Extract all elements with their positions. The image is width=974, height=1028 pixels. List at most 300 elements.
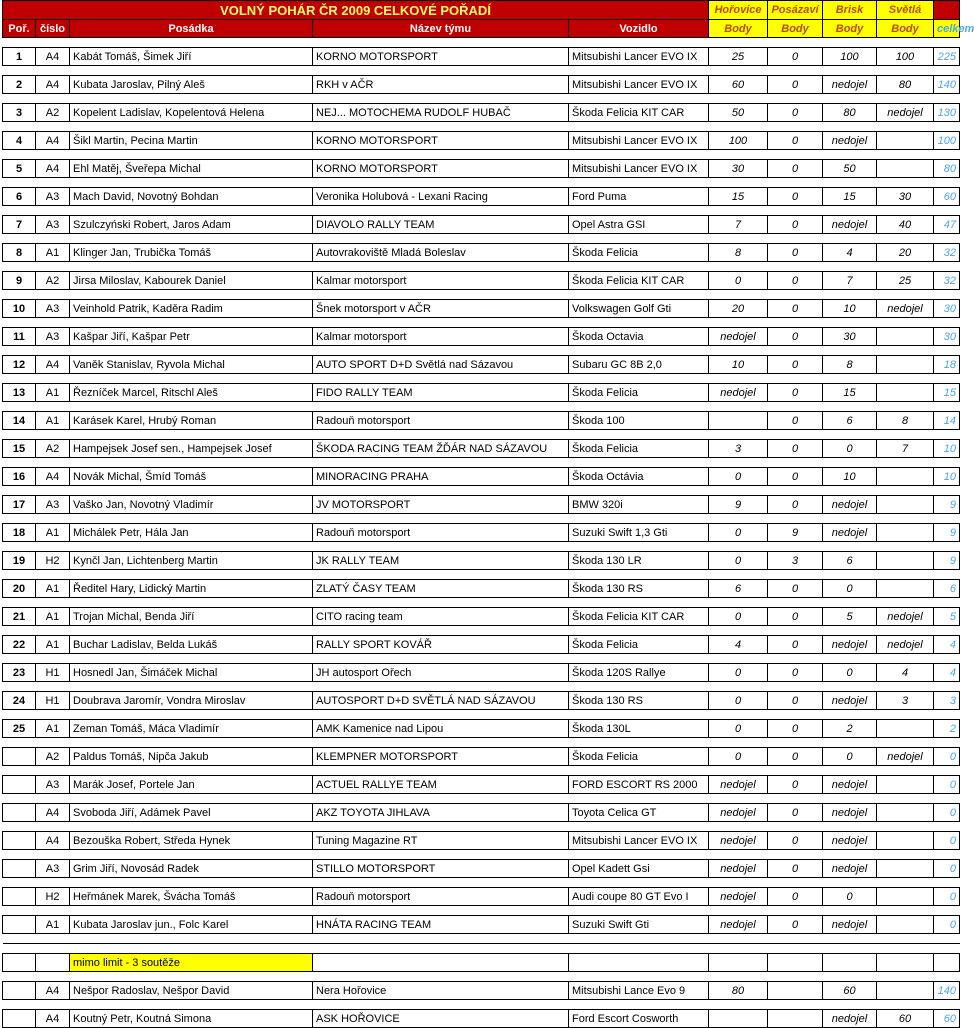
points-cell: nedojel (709, 888, 768, 906)
position-cell (3, 832, 36, 850)
car-cell: Mitsubishi Lancer EVO IX (569, 48, 709, 66)
points-cell: nedojel (823, 76, 877, 94)
car-cell: Volkswagen Golf Gti (569, 300, 709, 318)
separator-cell (709, 570, 768, 580)
separator-cell (70, 514, 313, 524)
points-cell: 100 (709, 132, 768, 150)
crew-cell: Zeman Tomáš, Máca Vladimír (70, 720, 313, 738)
total-cell: 4 (934, 664, 960, 682)
class-cell: A4 (36, 1010, 70, 1028)
separator-cell (70, 710, 313, 720)
separator-cell (36, 682, 70, 692)
car-cell: Mitsubishi Lancer EVO IX (569, 132, 709, 150)
separator-row (3, 934, 960, 944)
separator-cell (877, 402, 934, 412)
class-cell: A1 (36, 580, 70, 598)
position-cell: 2 (3, 76, 36, 94)
separator-cell (823, 290, 877, 300)
separator-cell (709, 682, 768, 692)
table-row (3, 384, 960, 402)
points-cell: 0 (823, 580, 877, 598)
separator-cell (70, 402, 313, 412)
separator-cell (823, 178, 877, 188)
separator-row (3, 430, 960, 440)
team-cell: ZLATÝ ČASY TEAM (313, 580, 569, 598)
separator-cell (934, 766, 960, 776)
separator-cell (3, 542, 36, 552)
separator-cell (768, 822, 823, 832)
separator-cell (823, 430, 877, 440)
class-cell: A3 (36, 860, 70, 878)
position-cell (3, 748, 36, 766)
separator-cell (768, 38, 823, 48)
separator-cell (3, 430, 36, 440)
car-cell: Škoda 100 (569, 412, 709, 430)
points-cell: 0 (768, 48, 823, 66)
separator-cell (313, 794, 569, 804)
table-row (3, 300, 960, 318)
crew-cell: Bezouška Robert, Středa Hynek (70, 832, 313, 850)
crew-cell: Kubata Jaroslav, Pilný Aleš (70, 76, 313, 94)
class-cell: A4 (36, 160, 70, 178)
separator-row (3, 486, 960, 496)
points-cell: 60 (877, 1010, 934, 1028)
separator-cell (36, 318, 70, 328)
separator-cell (569, 794, 709, 804)
table-row (3, 328, 960, 346)
separator-cell (709, 150, 768, 160)
crew-cell: Řezníček Marcel, Ritschl Aleš (70, 384, 313, 402)
separator-cell (70, 346, 313, 356)
separator-cell (934, 94, 960, 104)
class-cell: A2 (36, 748, 70, 766)
gap-cell (3, 944, 36, 954)
separator-cell (877, 430, 934, 440)
points-cell (877, 328, 934, 346)
separator-cell (934, 822, 960, 832)
separator-cell (313, 38, 569, 48)
separator-cell (823, 654, 877, 664)
points-cell: 0 (709, 720, 768, 738)
separator-cell (3, 206, 36, 216)
points-cell: nedojel (823, 496, 877, 514)
position-cell: 8 (3, 244, 36, 262)
separator-cell (569, 122, 709, 132)
team-cell: ACTUEL RALLYE TEAM (313, 776, 569, 794)
separator-cell (709, 850, 768, 860)
separator-cell (70, 234, 313, 244)
separator-cell (70, 38, 313, 48)
separator-cell (313, 178, 569, 188)
separator-cell (569, 38, 709, 48)
separator-cell (569, 66, 709, 76)
team-cell: Radouň motorsport (313, 412, 569, 430)
gap-cell (934, 944, 960, 954)
class-cell: H2 (36, 552, 70, 570)
separator-cell (877, 850, 934, 860)
separator-cell (934, 206, 960, 216)
total-cell: 32 (934, 244, 960, 262)
points-cell: 40 (877, 216, 934, 234)
position-cell: 24 (3, 692, 36, 710)
separator-cell (569, 346, 709, 356)
points-cell: 0 (768, 748, 823, 766)
separator-cell (709, 1000, 768, 1010)
separator-cell (823, 794, 877, 804)
table-row (3, 748, 960, 766)
separator-cell (934, 178, 960, 188)
separator-cell (3, 934, 36, 944)
points-cell (877, 132, 934, 150)
points-cell: 0 (823, 664, 877, 682)
separator-cell (709, 206, 768, 216)
separator-cell (877, 94, 934, 104)
standings-table (2, 0, 974, 1028)
separator-cell (3, 290, 36, 300)
separator-cell (768, 66, 823, 76)
title-row (3, 1, 960, 20)
team-cell: KORNO MOTORSPORT (313, 132, 569, 150)
crew-cell: Paldus Tomáš, Nipča Jakub (70, 748, 313, 766)
separator-cell (823, 738, 877, 748)
points-cell: nedojel (823, 776, 877, 794)
position-cell: 17 (3, 496, 36, 514)
points-cell (877, 160, 934, 178)
separator-cell (70, 934, 313, 944)
team-cell: RALLY SPORT KOVÁŘ (313, 636, 569, 654)
crew-cell: Hosnedl Jan, Šimáček Michal (70, 664, 313, 682)
separator-cell (569, 654, 709, 664)
separator-cell (877, 66, 934, 76)
team-cell: JH autosport Ořech (313, 664, 569, 682)
separator-cell (877, 374, 934, 384)
separator-cell (70, 430, 313, 440)
total-cell: 60 (934, 1010, 960, 1028)
points-cell: nedojel (823, 692, 877, 710)
total-cell: 3 (934, 692, 960, 710)
separator-cell (36, 710, 70, 720)
gap-cell (36, 944, 70, 954)
separator-cell (934, 346, 960, 356)
gap-cell (823, 944, 877, 954)
separator-cell (768, 766, 823, 776)
crew-cell: Hampejsek Josef sen., Hampejsek Josef (70, 440, 313, 458)
class-cell: A4 (36, 48, 70, 66)
col-header-position: Poř. (3, 20, 36, 38)
separator-row (3, 626, 960, 636)
separator-cell (569, 934, 709, 944)
separator-cell (3, 402, 36, 412)
separator-cell (877, 710, 934, 720)
separator-cell (36, 934, 70, 944)
separator-cell (3, 346, 36, 356)
points-cell: nedojel (823, 132, 877, 150)
separator-cell (569, 878, 709, 888)
points-cell: 20 (877, 244, 934, 262)
separator-cell (934, 150, 960, 160)
separator-cell (3, 598, 36, 608)
table-row (3, 272, 960, 290)
separator-cell (313, 122, 569, 132)
position-cell: 5 (3, 160, 36, 178)
points-cell: 10 (823, 300, 877, 318)
separator-cell (569, 290, 709, 300)
total-cell: 4 (934, 636, 960, 654)
separator-cell (70, 654, 313, 664)
car-cell: BMW 320i (569, 496, 709, 514)
car-cell: Škoda 130 RS (569, 580, 709, 598)
separator-cell (569, 318, 709, 328)
team-cell: STILLO MOTORSPORT (313, 860, 569, 878)
car-cell: Škoda 130L (569, 720, 709, 738)
table-row (3, 216, 960, 234)
separator-cell (36, 346, 70, 356)
total-cell: 9 (934, 496, 960, 514)
points-cell: nedojel (823, 636, 877, 654)
points-cell: 60 (709, 76, 768, 94)
points-cell: 0 (768, 468, 823, 486)
car-cell: Škoda 120S Rallye (569, 664, 709, 682)
separator-cell (877, 318, 934, 328)
col-header-points-1: Body (709, 20, 768, 38)
separator-cell (768, 906, 823, 916)
table-row (3, 188, 960, 206)
separator-cell (313, 262, 569, 272)
points-cell: nedojel (823, 860, 877, 878)
separator-cell (313, 972, 569, 982)
separator-cell (569, 206, 709, 216)
class-cell: A1 (36, 636, 70, 654)
separator-cell (3, 654, 36, 664)
separator-cell (313, 234, 569, 244)
separator-cell (569, 682, 709, 692)
event-brisk: Brisk (823, 1, 877, 20)
note-row (3, 954, 960, 972)
separator-cell (934, 514, 960, 524)
points-cell: 0 (768, 272, 823, 290)
points-cell: nedojel (709, 916, 768, 934)
separator-cell (877, 654, 934, 664)
separator-cell (823, 234, 877, 244)
separator-cell (36, 822, 70, 832)
car-cell: Subaru GC 8B 2,0 (569, 356, 709, 374)
points-cell: 0 (768, 412, 823, 430)
points-cell: 0 (768, 328, 823, 346)
separator-cell (934, 934, 960, 944)
class-cell: A3 (36, 300, 70, 318)
total-cell: 18 (934, 356, 960, 374)
separator-cell (877, 206, 934, 216)
separator-cell (569, 626, 709, 636)
class-cell: A4 (36, 76, 70, 94)
separator-cell (313, 626, 569, 636)
separator-cell (709, 794, 768, 804)
points-cell: 4 (709, 636, 768, 654)
points-cell (877, 524, 934, 542)
separator-cell (70, 906, 313, 916)
separator-cell (768, 430, 823, 440)
team-cell: AUTOSPORT D+D SVĚTLÁ NAD SÁZAVOU (313, 692, 569, 710)
points-cell (877, 916, 934, 934)
separator-cell (70, 374, 313, 384)
car-cell: Škoda Octávia (569, 468, 709, 486)
event-svetla: Světlá (877, 1, 934, 20)
separator-cell (877, 1000, 934, 1010)
team-cell: FIDO RALLY TEAM (313, 384, 569, 402)
col-header-total: celkem (934, 20, 960, 38)
car-cell: Mitsubishi Lance Evo 9 (569, 982, 709, 1000)
points-cell: 7 (877, 440, 934, 458)
table-row (3, 804, 960, 822)
table-row (3, 888, 960, 906)
car-cell: Mitsubishi Lancer EVO IX (569, 160, 709, 178)
position-cell: 9 (3, 272, 36, 290)
table-row (3, 104, 960, 122)
separator-cell (3, 486, 36, 496)
position-cell: 23 (3, 664, 36, 682)
crew-cell: Heřmánek Marek, Švácha Tomáš (70, 888, 313, 906)
team-cell: HNÁTA RACING TEAM (313, 916, 569, 934)
separator-cell (70, 1000, 313, 1010)
separator-cell (36, 570, 70, 580)
points-cell: nedojel (823, 216, 877, 234)
class-cell: A2 (36, 440, 70, 458)
points-cell: 0 (768, 832, 823, 850)
points-cell: 0 (768, 916, 823, 934)
separator-cell (934, 66, 960, 76)
points-cell (877, 384, 934, 402)
points-cell: 0 (768, 300, 823, 318)
position-cell (3, 888, 36, 906)
separator-cell (934, 486, 960, 496)
separator-cell (877, 458, 934, 468)
separator-cell (70, 66, 313, 76)
separator-cell (313, 150, 569, 160)
points-cell: 15 (823, 188, 877, 206)
separator-cell (313, 514, 569, 524)
points-cell: 0 (768, 244, 823, 262)
class-cell: A1 (36, 244, 70, 262)
separator-cell (70, 486, 313, 496)
separator-cell (36, 654, 70, 664)
points-cell: 0 (823, 440, 877, 458)
separator-cell (3, 178, 36, 188)
class-cell: A4 (36, 804, 70, 822)
separator-cell (934, 430, 960, 440)
separator-cell (569, 570, 709, 580)
separator-cell (3, 150, 36, 160)
separator-cell (569, 766, 709, 776)
gap-cell (709, 944, 768, 954)
points-cell: 0 (768, 160, 823, 178)
separator-cell (823, 458, 877, 468)
separator-row (3, 766, 960, 776)
separator-cell (70, 682, 313, 692)
separator-cell (3, 710, 36, 720)
separator-cell (768, 626, 823, 636)
separator-cell (709, 66, 768, 76)
position-cell: 4 (3, 132, 36, 150)
car-cell: Audi coupe 80 GT Evo I (569, 888, 709, 906)
points-cell: 9 (709, 496, 768, 514)
position-cell (3, 916, 36, 934)
separator-cell (36, 486, 70, 496)
points-cell: nedojel (709, 860, 768, 878)
separator-cell (36, 94, 70, 104)
separator-cell (823, 206, 877, 216)
separator-cell (709, 38, 768, 48)
separator-row (3, 374, 960, 384)
table-row (3, 244, 960, 262)
car-cell: Suzuki Swift Gti (569, 916, 709, 934)
points-cell: 0 (709, 552, 768, 570)
points-cell (768, 982, 823, 1000)
total-cell: 140 (934, 76, 960, 94)
gap-cell (768, 944, 823, 954)
crew-cell: Kubata Jaroslav jun., Folc Karel (70, 916, 313, 934)
class-cell: A3 (36, 328, 70, 346)
separator-row (3, 710, 960, 720)
separator-cell (768, 94, 823, 104)
separator-cell (877, 626, 934, 636)
separator-cell (823, 402, 877, 412)
separator-cell (934, 122, 960, 132)
points-cell: 0 (768, 356, 823, 374)
team-cell: NEJ... MOTOCHEMA RUDOLF HUBAČ (313, 104, 569, 122)
separator-cell (823, 710, 877, 720)
crew-cell: Kopelent Ladislav, Kopelentová Helena (70, 104, 313, 122)
separator-cell (70, 766, 313, 776)
position-cell: 6 (3, 188, 36, 206)
separator-cell (823, 570, 877, 580)
table-row (3, 496, 960, 514)
separator-cell (709, 262, 768, 272)
total-cell: 14 (934, 412, 960, 430)
separator-cell (709, 430, 768, 440)
separator-cell (569, 542, 709, 552)
gap-cell (313, 944, 569, 954)
crew-cell: Karásek Karel, Hrubý Roman (70, 412, 313, 430)
separator-cell (768, 486, 823, 496)
car-cell: Škoda Felicia (569, 384, 709, 402)
points-cell: 0 (768, 496, 823, 514)
points-cell: nedojel (877, 300, 934, 318)
team-cell: MINORACING PRAHA (313, 468, 569, 486)
separator-cell (768, 178, 823, 188)
points-cell: 0 (768, 188, 823, 206)
separator-cell (36, 290, 70, 300)
separator-cell (709, 122, 768, 132)
points-cell: 10 (823, 468, 877, 486)
points-cell: 100 (877, 48, 934, 66)
class-cell: A4 (36, 132, 70, 150)
table-row (3, 916, 960, 934)
separator-cell (569, 1000, 709, 1010)
points-cell: 9 (768, 524, 823, 542)
separator-cell (768, 570, 823, 580)
position-cell (3, 982, 36, 1000)
separator-cell (877, 794, 934, 804)
position-cell: 25 (3, 720, 36, 738)
separator-cell (934, 682, 960, 692)
car-cell: Mitsubishi Lancer EVO IX (569, 832, 709, 850)
position-cell: 1 (3, 48, 36, 66)
separator-cell (3, 374, 36, 384)
separator-cell (823, 94, 877, 104)
separator-cell (877, 150, 934, 160)
points-cell: 30 (823, 328, 877, 346)
separator-cell (823, 262, 877, 272)
